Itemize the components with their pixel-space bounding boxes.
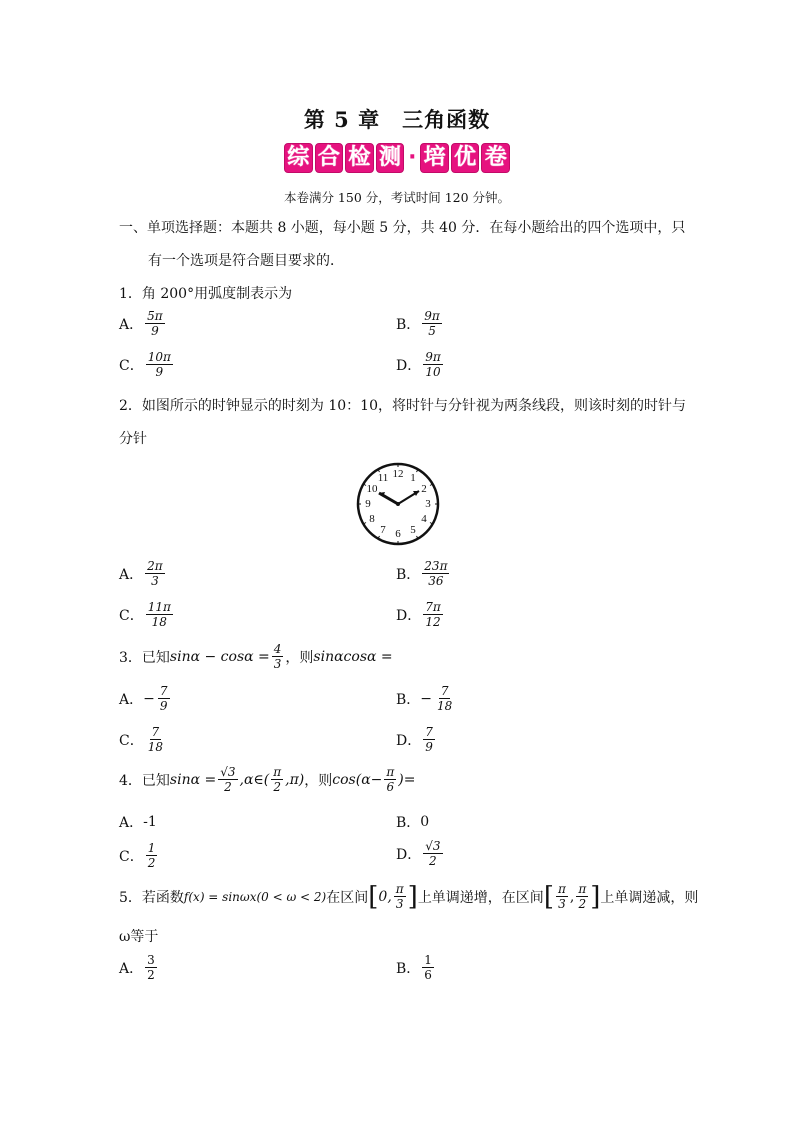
minus-sign: − [420,690,433,707]
comma: , [569,888,575,905]
numerator: 1 [424,953,432,967]
banner-char: 检 [345,143,374,173]
question-5-stem [119,882,698,911]
math-expression: sinα − cosα = [169,648,270,665]
option-label: B． [396,566,421,583]
math-expression: sinα = [169,771,217,788]
option-label: C． [119,732,144,749]
numerator: 7 [425,725,433,739]
option-value: 0 [420,814,430,830]
denominator: 2 [224,780,232,794]
left-bracket: [ [543,881,554,912]
right-bracket: ] [407,881,418,912]
numerator: 9π [425,350,441,364]
fraction [384,765,396,794]
fraction [423,350,443,379]
clock-numeral: 10 [366,483,378,495]
fraction [145,953,157,982]
exam-instructions: 本卷满分 150 分，考试时间 120 分钟。 [283,190,511,205]
question-2-stem-cont: 分针 [119,431,147,447]
exam-type-banner [284,143,510,173]
right-bracket: ] [590,881,601,912]
q2-option-c[interactable] [119,600,175,629]
numerator: π [395,882,404,896]
clock-figure [355,461,441,547]
q2-option-d[interactable] [396,600,445,629]
stem-text: ，则 [304,772,333,789]
numerator: 3 [147,953,155,967]
clock-numeral: 4 [421,513,427,525]
q5-option-b[interactable] [396,953,436,982]
denominator: 9 [425,740,433,754]
clock-numeral: 1 [410,472,416,484]
option-label: A． [119,960,144,977]
denominator: 12 [425,615,441,629]
section-heading-cont: 有一个选项是符合题目要求的． [148,253,344,269]
q3-option-d[interactable] [396,725,437,754]
q4-option-b[interactable] [396,812,429,832]
stem-text: 在区间 [326,889,369,906]
numerator: 7π [425,600,441,614]
option-label: C． [119,607,144,624]
math-expression: )= [398,771,416,788]
q5-option-a[interactable] [119,953,159,982]
numerator: π [557,882,566,896]
denominator: 2 [147,968,155,982]
question-5-stem-cont: ω等于 [119,929,159,945]
option-label: D． [396,357,422,374]
q1-option-a[interactable] [119,309,167,338]
numerator: 4 [273,642,282,656]
q3-option-a[interactable] [119,684,172,713]
fraction [146,725,165,754]
denominator: 9 [159,699,168,713]
denominator: 18 [147,740,163,754]
banner-char: 测 [376,143,405,173]
option-label: D． [396,607,422,624]
page-title: 第 5 章 三角函数 [303,107,491,132]
question-2-stem: 2．如图所示的时钟显示的时刻为 10：10，将时针与分针视为两条线段，则该时刻的时针与 [119,398,686,414]
clock-numeral: 3 [425,498,431,510]
denominator: 2 [147,856,156,870]
numerator: √3 [220,765,236,779]
numerator: 9π [424,309,440,323]
fraction [158,684,170,713]
option-label: A． [119,566,144,583]
fraction [423,725,435,754]
denominator: 10 [425,365,441,379]
numerator: 23π [424,559,448,573]
numerator: 11π [147,600,171,614]
option-label: B． [396,691,421,708]
math-expression: ,α∈( [239,771,270,788]
numerator: 7 [440,684,449,698]
denominator: 18 [437,699,453,713]
numerator: 10π [147,350,171,364]
stem-text: ，则 [285,649,314,666]
numerator: π [386,765,395,779]
clock-numeral: 2 [421,483,427,495]
clock-numeral: 11 [377,472,389,484]
numerator: √3 [425,839,441,853]
q4-option-a[interactable] [119,812,157,832]
q1-option-b[interactable] [396,309,444,338]
interval-start: 0, [378,888,392,905]
fraction [145,559,165,588]
q1-option-c[interactable] [119,350,175,379]
denominator: 9 [151,324,159,338]
numerator: π [273,765,282,779]
clock-numeral: 9 [365,498,371,510]
q4-option-c[interactable] [119,841,159,870]
banner-dot: · [408,145,417,170]
fraction [422,953,434,982]
fraction [146,350,173,379]
banner-char: 卷 [481,143,510,173]
option-label: A． [119,316,144,333]
fraction [422,559,449,588]
banner-char: 合 [315,143,344,173]
option-label: B． [396,316,421,333]
denominator: 6 [386,780,395,794]
denominator: 2 [273,780,282,794]
math-expression: cos(α− [332,771,383,788]
denominator: 6 [424,968,432,982]
numerator: 2π [147,559,163,573]
denominator: 36 [428,574,444,588]
fraction [272,642,284,671]
question-1-stem: 1．角 200°用弧度制表示为 [119,286,293,302]
fraction [422,309,442,338]
clock-numeral: 5 [410,524,416,536]
option-label: B． [396,960,421,977]
fraction [556,882,568,911]
clock-numeral: 8 [369,513,375,525]
clock-center [396,502,400,506]
clock-numeral: 6 [395,528,401,540]
numerator: 7 [151,725,160,739]
denominator: 3 [151,574,159,588]
fraction [218,765,237,794]
fraction [576,882,588,911]
q4-option-d[interactable] [396,839,445,868]
numerator: 1 [147,841,156,855]
option-value: -1 [143,814,157,830]
option-label: A． [119,815,144,831]
numerator: 7 [159,684,168,698]
denominator: 18 [151,615,167,629]
q3-option-b[interactable] [396,684,456,713]
option-label: D． [396,732,422,749]
banner-char: 优 [451,143,480,173]
numerator: 5π [147,309,163,323]
denominator: 2 [429,854,437,868]
math-expression: ,π) [285,771,305,788]
fraction [146,841,158,870]
stem-text: 上单调递增，在区间 [417,889,544,906]
left-bracket: [ [368,881,379,912]
fraction [146,600,173,629]
fraction [423,600,443,629]
clock-numeral: 12 [392,468,404,480]
numerator: π [578,882,587,896]
stem-text: 上单调递减，则 [600,889,699,906]
q2-option-b[interactable] [396,559,451,588]
stem-text: 5．若函数 [119,889,184,906]
minus-sign: − [143,690,155,707]
option-label: B． [396,815,421,831]
denominator: 5 [428,324,436,338]
denominator: 3 [558,897,566,911]
stem-text: 3．已知 [119,649,170,666]
option-label: C． [119,357,144,374]
fraction [271,765,283,794]
denominator: 3 [395,897,404,911]
option-label: C． [119,848,144,865]
math-expression: sinαcosα = [313,648,393,665]
clock-numeral: 7 [380,524,386,536]
stem-text: 4．已知 [119,772,170,789]
option-label: A． [119,691,144,708]
q1-option-d[interactable] [396,350,445,379]
question-3-stem [119,642,393,671]
section-heading: 一、单项选择题：本题共 8 小题，每小题 5 分，共 40 分．在每小题给出的四个选项中，只 [119,220,686,236]
denominator: 9 [155,365,164,379]
question-4-stem [119,765,415,794]
denominator: 2 [578,897,587,911]
banner-char: 培 [420,143,449,173]
math-expression: f(x) = sinωx(0 < ω < 2) [183,889,327,904]
option-label: D． [396,846,422,863]
fraction [145,309,165,338]
denominator: 3 [273,657,282,671]
fraction [423,839,442,868]
fraction [394,882,406,911]
fraction [435,684,454,713]
banner-char: 综 [284,143,313,173]
q3-option-c[interactable] [119,725,167,754]
q2-option-a[interactable] [119,559,167,588]
